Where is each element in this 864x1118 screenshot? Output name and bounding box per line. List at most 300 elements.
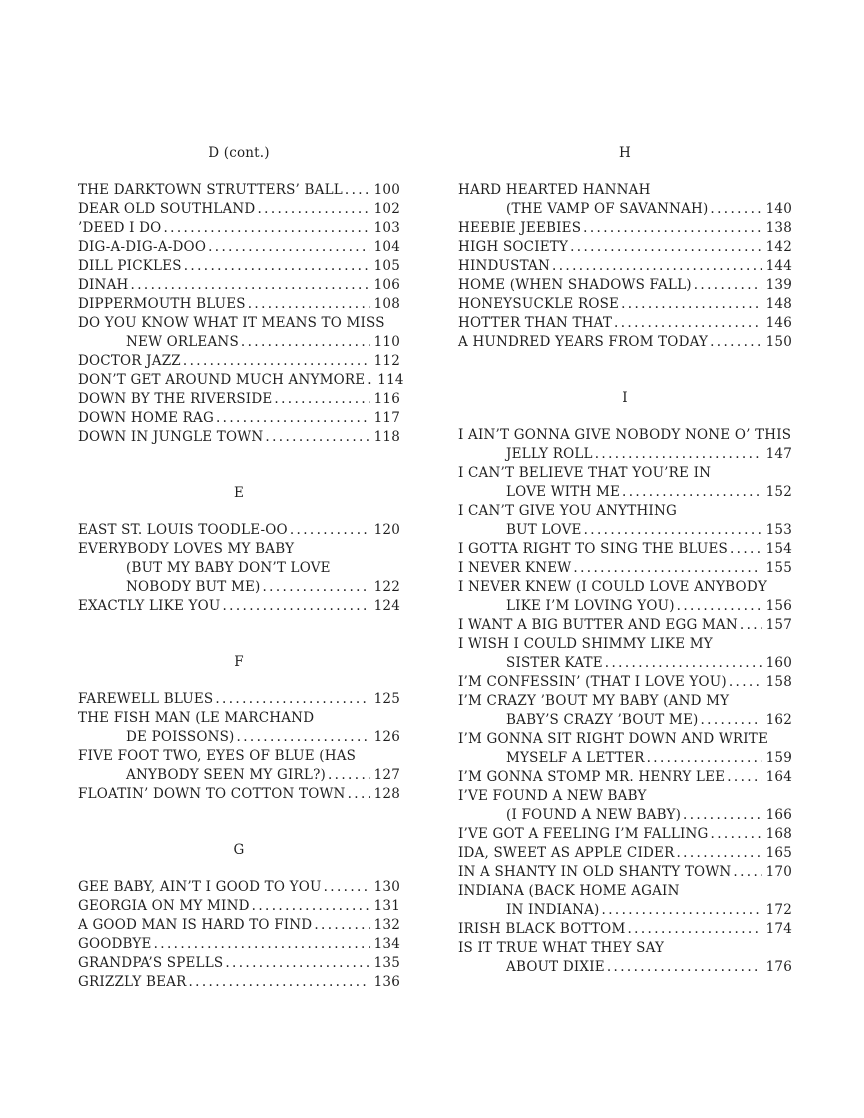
index-section [78,653,400,804]
page-number: 120 [373,522,400,538]
page-number: 128 [373,786,400,802]
index-entry [78,878,400,897]
page-number: 159 [765,750,792,766]
song-title-text: I NEVER KNEW [458,560,572,576]
entry-title-line [78,200,400,219]
index-entry [458,181,792,219]
page-number: 165 [765,845,792,861]
song-title-text: I’VE GOT A FEELING I’M FALLING [458,826,709,842]
song-title-text: I CAN’T BELIEVE THAT YOU’RE IN [458,465,712,481]
entry-title-line [458,559,792,578]
entry-title-line [458,616,792,635]
entry-title-line [78,878,400,897]
entry-title-line [78,371,404,390]
page-number: 156 [765,598,792,614]
song-title-text: IS IT TRUE WHAT THEY SAY [458,940,665,956]
dot-leader [727,768,761,787]
dot-leader [622,483,762,502]
song-title-text: BABY’S CRAZY ’BOUT ME) [506,712,699,728]
index-entry [458,238,792,257]
song-title-text: EAST ST. LOUIS TOODLE-OO [78,522,288,538]
entry-continuation-line [78,333,400,352]
dot-leader [570,238,762,257]
dot-leader [183,352,370,371]
dot-leader [602,901,762,920]
entry-title-line [458,219,792,238]
index-entry [78,935,400,954]
entry-title-line [458,920,792,939]
song-title-text: A GOOD MAN IS HARD TO FIND [78,917,313,933]
page-number: 166 [765,807,792,823]
index-section [78,841,400,992]
song-title-text: GEE BABY, AIN’T I GOOD TO YOU [78,879,322,895]
page-number: 162 [765,712,792,728]
dot-leader [222,597,369,616]
song-title-text: A HUNDRED YEARS FROM TODAY [458,334,709,350]
page-number: 176 [765,959,792,975]
entry-continuation-line [78,559,400,578]
song-title-text: EVERYBODY LOVES MY BABY [78,541,295,557]
dot-leader [583,219,761,238]
song-title-text: DOWN HOME RAG [78,410,214,426]
dot-leader [274,390,369,409]
index-entry [458,692,792,730]
page-number: 102 [373,201,400,217]
entry-continuation-line [458,483,792,502]
page-number: 127 [373,767,400,783]
index-entry [458,559,792,578]
song-title-text: I CAN’T GIVE YOU ANYTHING [458,503,677,519]
song-title-text: GRIZZLY BEAR [78,974,187,990]
dot-leader [345,181,370,200]
entry-title-line [78,352,400,371]
dot-leader [252,897,370,916]
dot-leader [694,276,762,295]
page-number: 153 [765,522,792,538]
song-title-text: HEEBIE JEEBIES [458,220,582,236]
dot-leader [730,540,762,559]
index-entry [458,578,792,616]
entry-title-line [458,673,792,692]
page-number: 164 [765,769,792,785]
page-number: 106 [373,277,400,293]
index-entry [78,709,400,747]
dot-leader [290,521,370,540]
section-heading: G [233,842,245,858]
page-number: 114 [377,372,404,388]
entry-continuation-line [458,521,792,540]
entry-title-line [78,409,400,428]
song-title-text: JELLY ROLL [506,446,593,462]
song-title-text: LOVE WITH ME [506,484,621,500]
entry-title-line [458,540,792,559]
entry-title-line [458,844,792,863]
page-number: 135 [373,955,400,971]
song-title-text: I’VE FOUND A NEW BABY [458,788,647,804]
index-entry [78,371,404,390]
dot-leader [729,673,762,692]
index-entry [458,314,792,333]
dot-leader [710,200,761,219]
dot-leader [700,711,761,730]
index-entry [78,238,400,257]
page-number: 108 [373,296,400,312]
entry-title-line [78,257,400,276]
song-title-text: ’DEED I DO [78,220,162,236]
page-number: 139 [765,277,792,293]
index-entry [458,616,792,635]
page-number: 142 [765,239,792,255]
entry-title-line [78,521,400,540]
entry-title-line [458,882,792,901]
entry-title-line [458,276,792,295]
dot-leader [188,973,369,992]
song-title-text: FAREWELL BLUES [78,691,214,707]
song-title-text: I’M CRAZY ’BOUT MY BABY (AND MY [458,693,730,709]
dot-leader [595,445,762,464]
entry-title-line [78,954,400,973]
index-entry [78,314,400,352]
page-number: 112 [373,353,400,369]
entry-title-line [78,540,400,559]
song-title-text: FIVE FOOT TWO, EYES OF BLUE (HAS [78,748,357,764]
song-title-text: GEORGIA ON MY MIND [78,898,250,914]
song-title-text: GOODBYE [78,936,152,952]
song-title-text: DO YOU KNOW WHAT IT MEANS TO MISS [78,315,385,331]
page-number: 140 [765,201,792,217]
index-entry [458,295,792,314]
song-title-text: DOCTOR JAZZ [78,353,181,369]
entry-title-line [78,276,400,295]
dot-leader [607,958,762,977]
song-title-text: DIG-A-DIG-A-DOO [78,239,207,255]
index-section [458,144,792,352]
song-title-text: DIPPERMOUTH BLUES [78,296,246,312]
dot-leader [216,409,370,428]
dot-leader [257,200,369,219]
dot-leader [265,428,369,447]
section-heading: E [233,485,245,501]
dot-leader [225,954,369,973]
dot-leader [627,920,761,939]
index-entry [458,502,792,540]
entry-title-line [458,295,792,314]
index-entry [78,428,400,447]
page-number: 104 [373,239,400,255]
page-number: 160 [765,655,792,671]
entry-title-line [78,709,400,728]
dot-leader [573,559,761,578]
dot-leader [131,276,370,295]
dot-leader [676,844,761,863]
dot-leader [241,333,370,352]
page-number: 130 [373,879,400,895]
index-entry [78,390,400,409]
index-entry [78,973,400,992]
index-entry [458,844,792,863]
index-entry [458,426,792,464]
entry-title-line [78,181,400,200]
page-number: 152 [765,484,792,500]
song-title-text: I’M GONNA STOMP MR. HENRY LEE [458,769,726,785]
song-title-text: I WANT A BIG BUTTER AND EGG MAN [458,617,738,633]
entry-title-line [458,181,792,200]
song-title-text: DOWN IN JUNGLE TOWN [78,429,264,445]
song-title-text: LIKE I’M LOVING YOU) [506,598,675,614]
entry-continuation-line [78,578,400,597]
index-entry [78,954,400,973]
entry-continuation-line [458,200,792,219]
song-title-text: ANYBODY SEEN MY GIRL?) [126,767,326,783]
page-number: 174 [765,921,792,937]
song-title-text: THE DARKTOWN STRUTTERS’ BALL [78,182,343,198]
index-entry [458,276,792,295]
song-title-text: NOBODY BUT ME) [126,579,261,595]
song-title-text: I NEVER KNEW (I COULD LOVE ANYBODY [458,579,767,595]
entry-continuation-line [78,728,400,747]
section-heading: H [619,145,631,161]
index-section [458,389,792,977]
page-number: 150 [765,334,792,350]
dot-leader [328,766,370,785]
index-entry [458,257,792,276]
entry-title-line [458,238,792,257]
index-entry [458,333,792,352]
index-column-right [458,144,792,977]
song-title-text: HOTTER THAN THAT [458,315,613,331]
song-title-text: EXACTLY LIKE YOU [78,598,221,614]
index-entry [458,825,792,844]
entry-continuation-line [458,806,792,825]
song-title-text: I’M CONFESSIN’ (THAT I LOVE YOU) [458,674,727,690]
entry-title-line [78,238,400,257]
entry-title-line [78,747,400,766]
index-entry [458,673,792,692]
song-title-text: HOME (WHEN SHADOWS FALL) [458,277,692,293]
index-section [78,484,400,616]
dot-leader [710,333,762,352]
page-number: 116 [373,391,400,407]
page-number: 146 [765,315,792,331]
section-heading: F [234,654,244,670]
dot-leader [324,878,370,897]
entry-title-line [458,635,792,654]
entry-title-line [458,692,792,711]
page-number: 136 [373,974,400,990]
dot-leader [621,295,762,314]
index-entry [78,276,400,295]
section-heading: D (cont.) [208,145,270,161]
song-title-text: IRISH BLACK BOTTOM [458,921,626,937]
index-entry [458,464,792,502]
page-number: 155 [765,560,792,576]
dot-leader [314,916,369,935]
index-entry [78,521,400,540]
dot-leader [215,690,369,709]
page-number: 158 [765,674,792,690]
page-number: 157 [765,617,792,633]
song-title-text: THE FISH MAN (LE MARCHAND [78,710,315,726]
index-entry [458,219,792,238]
page-number: 103 [373,220,400,236]
song-title-text: (THE VAMP OF SAVANNAH) [506,201,709,217]
dot-leader [584,521,762,540]
entry-continuation-line [458,654,792,673]
dot-leader [208,238,370,257]
index-entry [78,295,400,314]
entry-title-line [78,935,400,954]
entry-continuation-line [458,749,792,768]
song-title-text: HIGH SOCIETY [458,239,569,255]
dot-leader [248,295,370,314]
song-title-text: MYSELF A LETTER [506,750,645,766]
song-title-text: DOWN BY THE RIVERSIDE [78,391,273,407]
song-title-text: (I FOUND A NEW BABY) [506,807,682,823]
entry-continuation-line [78,766,400,785]
index-entry [458,635,792,673]
dot-leader [237,728,370,747]
index-entry [78,409,400,428]
entry-title-line [78,597,400,616]
index-entry [458,863,792,882]
entry-title-line [458,939,792,958]
song-title-text: I GOTTA RIGHT TO SING THE BLUES [458,541,728,557]
dot-leader [262,578,369,597]
song-title-text: ABOUT DIXIE [506,959,605,975]
page-number: 144 [765,258,792,274]
entry-title-line [78,295,400,314]
page-number: 105 [373,258,400,274]
dot-leader [677,597,762,616]
dot-leader [348,785,370,804]
song-title-text: IN A SHANTY IN OLD SHANTY TOWN [458,864,732,880]
entry-title-line [458,464,792,483]
page-number: 170 [765,864,792,880]
index-column-left [78,144,404,992]
index-entry [458,540,792,559]
entry-title-line [78,390,400,409]
dot-leader [154,935,370,954]
index-entry [78,200,400,219]
entry-title-line [458,578,792,597]
page-number: 148 [765,296,792,312]
song-title-text: IN INDIANA) [506,902,600,918]
page-number: 125 [373,691,400,707]
index-entry [458,882,792,920]
song-title-text: DILL PICKLES [78,258,182,274]
entry-title-line [78,916,400,935]
index-entry [78,257,400,276]
page-number: 154 [765,541,792,557]
entry-title-line [458,730,792,749]
entry-title-line [458,863,792,882]
index-entry [78,785,400,804]
entry-continuation-line [458,711,792,730]
dot-leader [184,257,370,276]
index-entry [78,540,400,597]
song-title-text: I’M GONNA SIT RIGHT DOWN AND WRITE [458,731,769,747]
entry-title-line [458,426,792,445]
dot-leader [605,654,762,673]
dot-leader [614,314,762,333]
page-number: 134 [373,936,400,952]
song-title-text: I WISH I COULD SHIMMY LIKE MY [458,636,713,652]
entry-title-line [78,973,400,992]
index-entry [458,939,792,977]
song-title-text: DE POISSONS) [126,729,235,745]
song-title-text: BUT LOVE [506,522,582,538]
page-number: 147 [765,446,792,462]
page-number: 124 [373,598,400,614]
song-title-text: GRANDPA’S SPELLS [78,955,224,971]
index-entry [78,597,400,616]
song-title-text: HINDUSTAN [458,258,550,274]
index-section [78,144,404,447]
index-entry [78,897,400,916]
song-title-text: HONEYSUCKLE ROSE [458,296,620,312]
page-number: 172 [765,902,792,918]
dot-leader [163,219,369,238]
entry-title-line [78,314,400,333]
page-number: 132 [373,917,400,933]
entry-title-line [458,825,792,844]
index-entry [78,690,400,709]
entry-title-line [78,897,400,916]
entry-title-line [458,333,792,352]
index-entry [78,352,400,371]
entry-continuation-line [458,901,792,920]
page-number: 122 [373,579,400,595]
entry-title-line [78,785,400,804]
page-number: 168 [765,826,792,842]
dot-leader [711,825,762,844]
index-entry [78,181,400,200]
dot-leader [647,749,762,768]
index-entry [78,916,400,935]
entry-title-line [458,502,792,521]
index-entry [78,219,400,238]
index-entry [458,920,792,939]
index-entry [458,730,792,768]
entry-title-line [78,690,400,709]
song-title-text: INDIANA (BACK HOME AGAIN [458,883,680,899]
song-title-text: DINAH [78,277,129,293]
song-title-text: HARD HEARTED HANNAH [458,182,651,198]
dot-leader [683,806,762,825]
index-entry [78,747,400,785]
dot-leader [552,257,762,276]
index-entry [458,768,792,787]
index-entry [458,787,792,825]
page-number: 118 [373,429,400,445]
song-title-text: SISTER KATE [506,655,603,671]
song-title-text: NEW ORLEANS [126,334,239,350]
page-number: 100 [373,182,400,198]
page-number: 131 [373,898,400,914]
page-number: 110 [373,334,400,350]
entry-continuation-line [458,597,792,616]
song-title-text: (BUT MY BABY DON’T LOVE [126,560,331,576]
song-title-text: DEAR OLD SOUTHLAND [78,201,256,217]
dot-leader [733,863,761,882]
entry-title-line [78,219,400,238]
page-number: 126 [373,729,400,745]
page-number: 138 [765,220,792,236]
page-number: 117 [373,410,400,426]
entry-continuation-line [458,445,792,464]
entry-title-line [458,768,792,787]
section-heading: I [622,390,628,406]
